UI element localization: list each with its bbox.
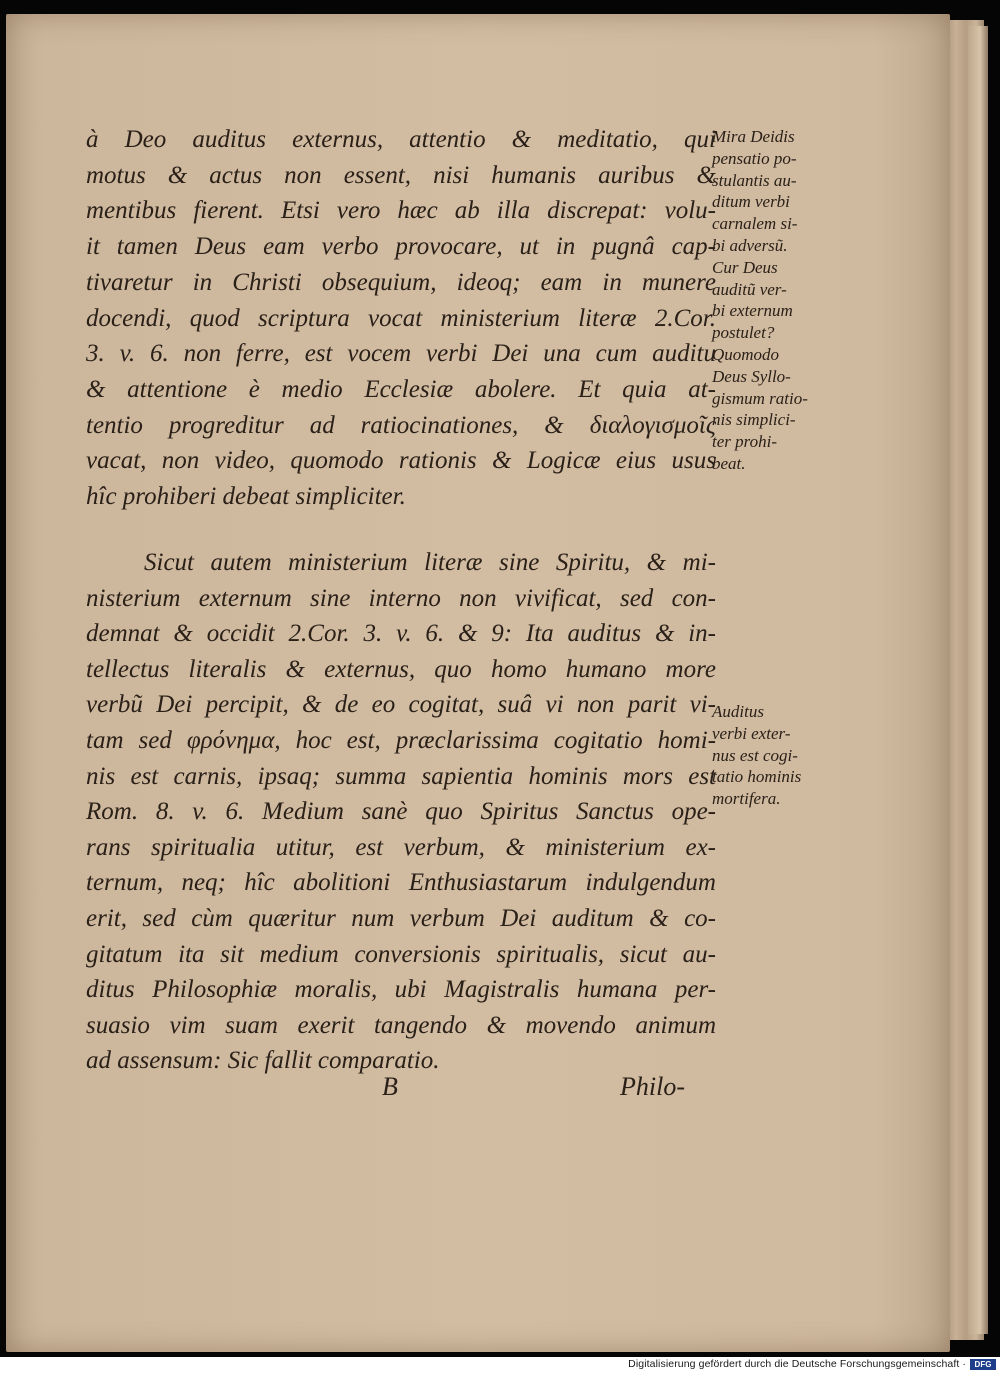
text-line: à Deo auditus externus, attentio & meditatio, qui	[86, 126, 716, 153]
text-line: tivaretur in Christi obsequium, ideoq; eam in munere	[86, 268, 716, 296]
margin-line: nus est cogi-	[712, 745, 798, 765]
margin-line: Cur Deus	[712, 257, 778, 277]
text-line: tam sed φρόνημα, hoc est, præclarissima cogitatio homi-	[86, 726, 716, 754]
text-line: ad assensum: Sic fallit comparatio.	[86, 1047, 440, 1075]
text-line: it tamen Deus eam verbo provocare, ut in pugnâ cap-	[86, 233, 716, 261]
text-line: nisterium externum sine interno non vivificat, sed con-	[86, 584, 716, 612]
text-line: Sicut autem ministerium literæ sine Spiritu, & mi-	[144, 549, 716, 576]
margin-line: postulet?	[712, 323, 775, 343]
margin-line: Auditus	[712, 702, 764, 721]
text-line: ternum, neq; hîc abolitioni Enthusiastarum indulgendum	[86, 869, 716, 897]
margin-line: stulantis au-	[712, 170, 797, 190]
margin-line: ter prohi-	[712, 432, 778, 452]
main-paragraph-1	[86, 122, 716, 515]
footer-credit: Digitalisierung gefördert durch die Deutsche Forschungsgemeinschaft ·	[628, 1358, 966, 1370]
margin-line: auditũ ver-	[712, 279, 787, 299]
dfg-logo: DFG	[970, 1359, 996, 1370]
text-line: motus & actus non essent, nisi humanis auribus &	[86, 161, 716, 189]
text-line: erit, sed cùm quæritur num verbum Dei auditum & co-	[86, 904, 716, 932]
signature-mark: B	[382, 1072, 398, 1101]
catchword: Philo-	[620, 1072, 685, 1101]
margin-line: bi externum	[712, 301, 793, 321]
footer-bar	[0, 1357, 1000, 1373]
text-line: tellectus literalis & externus, quo homo humano more	[86, 655, 716, 683]
text-line: verbũ Dei percipit, & de eo cogitat, suâ vi non parit vi-	[86, 691, 716, 719]
margin-line: carnalem si-	[712, 214, 798, 234]
text-line: rans spiritualia utitur, est verbum, & ministerium ex-	[86, 833, 716, 861]
text-line: hîc prohiberi debeat simpliciter.	[86, 483, 406, 511]
marginal-note-1	[712, 126, 844, 475]
margin-line: Deus Syllo-	[712, 366, 791, 386]
text-line: docendi, quod scriptura vocat ministerium literæ 2.Cor.	[86, 304, 716, 332]
text-line: gitatum ita sit medium conversionis spiritualis, sicut au-	[86, 940, 716, 968]
margin-line: tatio hominis	[712, 767, 802, 787]
text-line: mentibus fierent. Etsi vero hæc ab illa discrepat: volu-	[86, 197, 716, 225]
text-line: Rom. 8. v. 6. Medium sanè quo Spiritus Sanctus ope-	[86, 798, 716, 826]
margin-line: gismum ratio-	[712, 388, 808, 408]
marginal-note-2	[712, 701, 844, 810]
margin-line: verbi exter-	[712, 723, 791, 743]
margin-line: nis simplici-	[712, 410, 796, 430]
margin-line: bi adversũ.	[712, 235, 788, 255]
text-line: 3. v. 6. non ferre, est vocem verbi Dei una cum auditu	[86, 340, 716, 368]
text-line: tentio progreditur ad ratiocinationes, & διαλογισμοῖς	[86, 411, 716, 439]
margin-line: mortifera.	[712, 789, 781, 809]
margin-line: beat.	[712, 453, 746, 473]
text-line: nis est carnis, ipsaq; summa sapientia hominis mors est	[86, 762, 716, 790]
text-line: suasio vim suam exerit tangendo & movendo animum	[86, 1011, 716, 1039]
page-edge-inner	[968, 26, 988, 1334]
text-line: & attentione è medio Ecclesiæ abolere. Et quia at-	[86, 375, 716, 403]
text-line: vacat, non video, quomodo rationis & Logicæ eius usus	[86, 447, 716, 475]
margin-line: pensatio po-	[712, 148, 797, 168]
margin-line: ditum verbi	[712, 192, 790, 212]
main-paragraph-2	[86, 545, 716, 1079]
text-line: ditus Philosophiæ moralis, ubi Magistralis humana per-	[86, 976, 716, 1004]
margin-line: Quomodo	[712, 344, 780, 364]
margin-line: Mira Deidis	[712, 127, 795, 146]
text-line: demnat & occidit 2.Cor. 3. v. 6. & 9: Ita auditus & in-	[86, 620, 716, 648]
